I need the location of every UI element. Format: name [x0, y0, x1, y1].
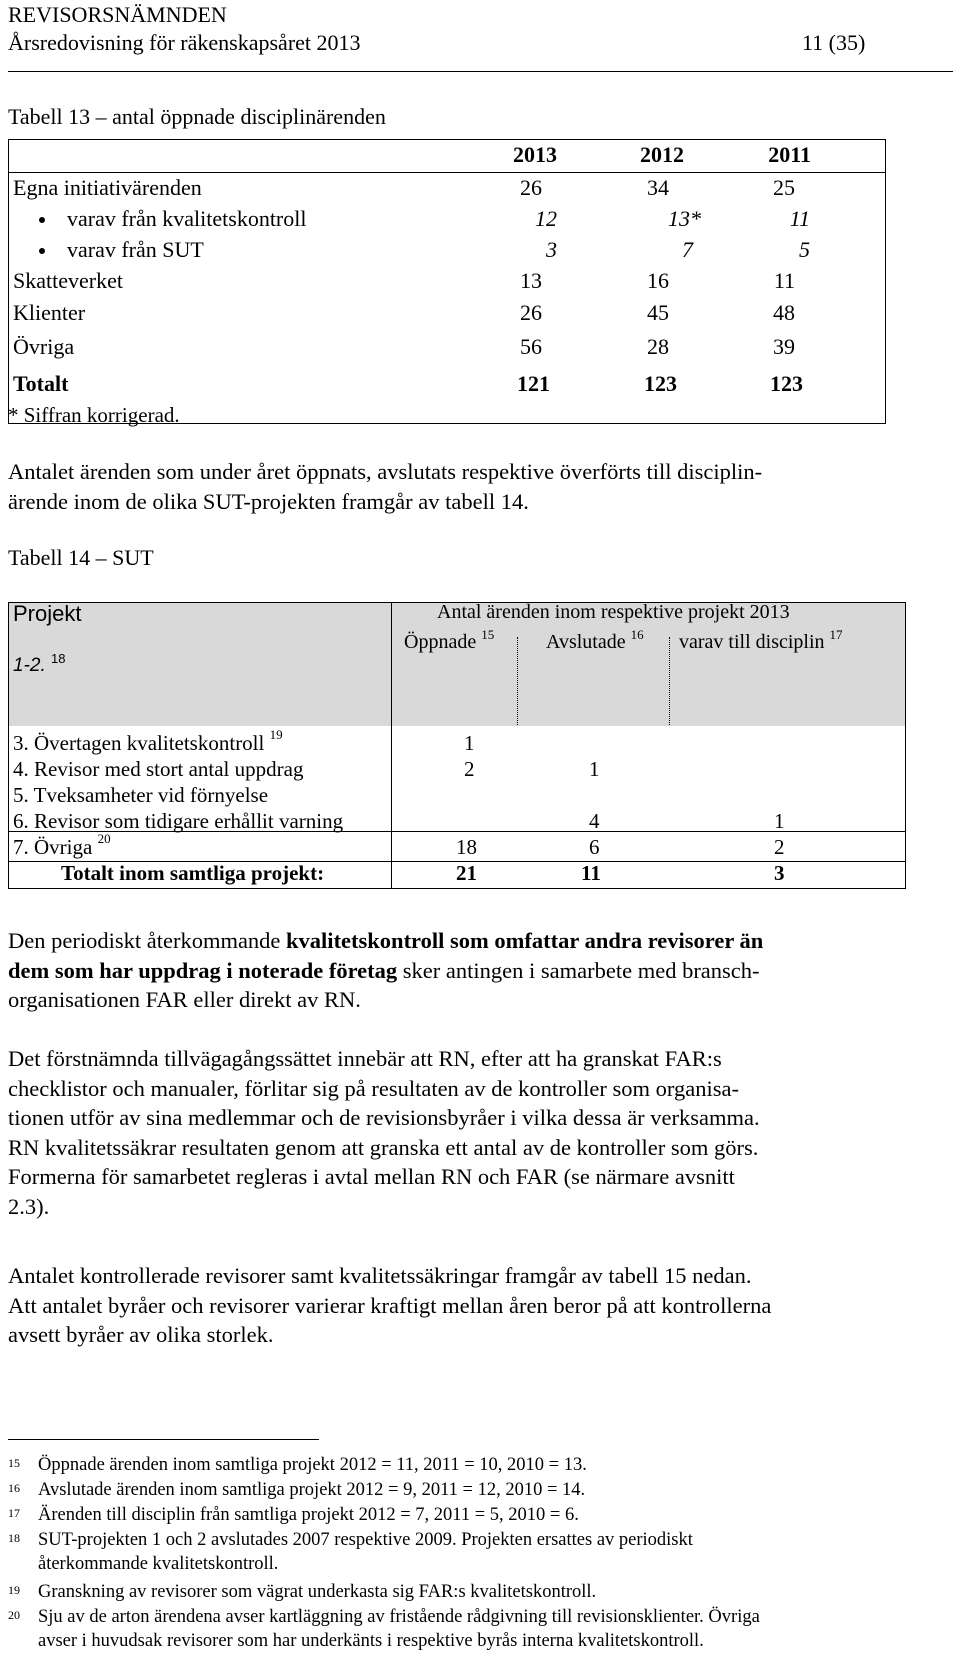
paragraph-line [8, 926, 953, 956]
table14-row-label [13, 727, 283, 756]
table14-cell: 1 [589, 757, 600, 781]
footnote [8, 1605, 953, 1653]
table14-total-cell: 11 [581, 861, 601, 885]
table13 [8, 139, 886, 424]
table13-cell: 5 [799, 237, 810, 262]
table13-header-rule [9, 172, 885, 173]
table14-col-disciplinary-label: varav till disciplin [679, 631, 825, 653]
table13-cell: 26 [520, 175, 542, 200]
text-run: sker antingen i samarbete med bransch- [397, 957, 760, 983]
table13-cell: 26 [520, 300, 542, 325]
footnote-text: Sju av de arton ärendena avser kartläggning av fristående rådgivning till revisionsklienter. Övriga [38, 1607, 760, 1627]
footnote-number: 15 [8, 1456, 20, 1470]
org-name: REVISORSNÄMNDEN [8, 2, 227, 27]
bold-text-run: dem som har uppdrag i noterade företag [8, 957, 398, 983]
table14-col-closed [546, 627, 644, 654]
footnote-text: Granskning av revisorer som vägrat underkasta sig FAR:s kvalitetskontroll. [38, 1582, 597, 1602]
table13-cell: 25 [773, 175, 795, 200]
table14-first-row-label: 1-2. [13, 655, 46, 676]
bullet-icon [39, 217, 45, 223]
paragraph-intro [8, 457, 953, 516]
footnote [8, 1453, 953, 1477]
table13-cell: 3 [546, 237, 557, 262]
table13-caption: Tabell 13 – antal öppnade disciplinärenden [8, 104, 386, 129]
table14-col-disciplinary [679, 627, 843, 654]
table14-group-header: Antal ärenden inom respektive projekt 2013 [437, 601, 790, 623]
table14-col-divider [391, 603, 392, 831]
paragraph-line: Formerna för samarbetet regleras i avtal mellan RN och FAR (se närmare avsnitt [8, 1164, 735, 1189]
table13-total-label: Totalt [13, 371, 69, 396]
table14-row-text: 4. Revisor med stort antal uppdrag [13, 757, 304, 781]
table14-row-label [13, 831, 111, 860]
table14-cell: 1 [774, 809, 785, 833]
footnote-ref: 20 [97, 831, 111, 846]
paragraph-quality-control [8, 926, 953, 1015]
footnote-number: 19 [8, 1583, 20, 1597]
table13-total-cell: 121 [517, 371, 550, 396]
table13-row-label: Egna initiativärenden [13, 175, 202, 200]
footnote [8, 1503, 953, 1527]
footnote-ref: 17 [829, 627, 843, 642]
table13-total-cell: 123 [770, 371, 803, 396]
table14-row-text: 6. Revisor som tidigare erhållit varning [13, 809, 344, 833]
footnote-ref: 15 [481, 627, 495, 642]
paragraph-method [8, 1044, 953, 1221]
table14-col-divider [391, 831, 392, 889]
footnote [8, 1528, 953, 1576]
table13-cell: 13 [520, 268, 542, 293]
footnote-number: 16 [8, 1481, 20, 1495]
footnote-ref: 19 [269, 727, 283, 742]
footnote-number: 17 [8, 1506, 20, 1520]
footnote [8, 1580, 953, 1604]
footnote-text: Öppnade ärenden inom samtliga projekt 2012 = 11, 2011 = 10, 2010 = 13. [38, 1455, 587, 1475]
table14 [8, 602, 906, 889]
table14-total-cell: 21 [456, 861, 477, 885]
table13-row-label: varav från kvalitetskontroll [67, 206, 307, 231]
document-title: Årsredovisning för räkenskapsåret 2013 [8, 30, 361, 55]
paragraph-line: ärende inom de olika SUT-projekten framgår av tabell 14. [8, 488, 529, 514]
table14-total-cell: 3 [774, 861, 785, 885]
table14-col-opened [404, 627, 495, 654]
table13-cell: 34 [647, 175, 669, 200]
table13-cell: 39 [773, 334, 795, 359]
table13-cell: 7 [682, 237, 693, 262]
table13-row-label: Skatteverket [13, 268, 123, 293]
text-run: Den periodiskt återkommande [8, 928, 287, 953]
table13-year-2011: 2011 [768, 142, 811, 167]
table14-cell: 4 [589, 809, 600, 833]
table14-cell: 6 [589, 835, 600, 859]
footnote-ref: 16 [630, 627, 644, 642]
table14-caption: Tabell 14 – SUT [8, 545, 154, 570]
table13-cell: 11 [773, 268, 795, 293]
footnote-text: Ärenden till disciplin från samtliga projekt 2012 = 7, 2011 = 5, 2010 = 6. [38, 1505, 579, 1525]
paragraph-line: Att antalet byråer och revisorer varierar kraftigt mellan åren beror på att kontrollerna [8, 1292, 772, 1318]
footnote-text: SUT-projekten 1 och 2 avslutades 2007 respektive 2009. Projekten ersattes av periodiskt [38, 1530, 693, 1550]
footnote-number: 18 [8, 1531, 20, 1545]
footnote-number: 20 [8, 1608, 20, 1622]
paragraph-line: 2.3). [8, 1193, 50, 1219]
table13-cell: 13* [668, 206, 701, 231]
footnote-text: återkommande kvalitetskontroll. [38, 1554, 279, 1574]
paragraph-line: RN kvalitetssäkrar resultaten genom att granska ett antal av de kontroller som görs. [8, 1134, 759, 1160]
footnote-text: Avslutade ärenden inom samtliga projekt 2012 = 9, 2011 = 12, 2010 = 14. [38, 1480, 586, 1500]
table13-cell: 56 [520, 334, 542, 359]
table13-cell: 16 [647, 268, 669, 293]
table14-col-divider [669, 637, 670, 725]
bold-text-run: kvalitetskontroll som omfattar andra revisorer än [286, 928, 764, 953]
table14-row-label [13, 783, 268, 808]
table13-total-cell: 123 [644, 371, 677, 396]
table14-col-divider [517, 637, 518, 725]
header-rule [8, 71, 953, 72]
table13-cell: 48 [773, 300, 795, 325]
table13-note: * Siffran korrigerad. [8, 403, 180, 427]
table14-first-row [13, 651, 66, 677]
footnote-rule [8, 1439, 319, 1440]
table14-cell: 18 [456, 835, 477, 859]
table13-row-label: varav från SUT [67, 237, 204, 262]
footnote-ref: 18 [51, 651, 66, 666]
paragraph-table15-intro [8, 1261, 953, 1350]
paragraph-line: organisationen FAR eller direkt av RN. [8, 987, 361, 1012]
bullet-icon [39, 248, 45, 254]
paragraph-line: checklistor och manualer, förlitar sig på resultaten av de kontroller som organisa- [8, 1075, 739, 1101]
table14-row-label [13, 757, 303, 782]
table13-year-2013: 2013 [513, 142, 557, 167]
page-number: 11 (35) [802, 30, 866, 55]
paragraph-line: Antalet kontrollerade revisorer samt kvalitetssäkringar framgår av tabell 15 nedan. [8, 1263, 752, 1288]
table14-cell: 1 [464, 731, 475, 755]
table13-cell: 11 [789, 206, 810, 231]
paragraph-line: Det förstnämnda tillvägagångssättet innebär att RN, efter att ha granskat FAR:s [8, 1046, 722, 1071]
footnote [8, 1478, 953, 1502]
table14-total-label: Totalt inom samtliga projekt: [61, 861, 325, 885]
paragraph-line: tionen utför av sina medlemmar och de revisionsbyråer i vilka dessa är verksamma. [8, 1105, 760, 1130]
table13-cell: 12 [535, 206, 557, 231]
table13-year-2012: 2012 [640, 142, 684, 167]
table14-cell: 2 [464, 757, 475, 781]
paragraph-line [8, 956, 953, 986]
table13-row-label: Klienter [13, 300, 86, 325]
table14-row-text: 7. Övriga [13, 835, 93, 859]
table14-row-text: 5. Tveksamheter vid förnyelse [13, 783, 269, 807]
table14-row-text: 3. Övertagen kvalitetskontroll [13, 731, 265, 755]
table13-row-label: Övriga [13, 334, 75, 359]
table14-cell: 2 [774, 835, 785, 859]
paragraph-line: avsett byråer av olika storlek. [8, 1322, 274, 1347]
table14-row-label [13, 809, 343, 834]
table13-cell: 28 [647, 334, 669, 359]
paragraph-line: Antalet ärenden som under året öppnats, avslutats respektive överförts till disciplin- [8, 459, 763, 484]
table13-cell: 45 [647, 300, 669, 325]
table14-col-opened-label: Öppnade [404, 631, 477, 653]
footnote-text: avser i huvudsak revisorer som har underkänts i respektive byrås interna kvalitetskontroll. [38, 1631, 704, 1651]
table14-project-header: Projekt [13, 601, 82, 626]
table14-col-closed-label: Avslutade [546, 631, 626, 653]
